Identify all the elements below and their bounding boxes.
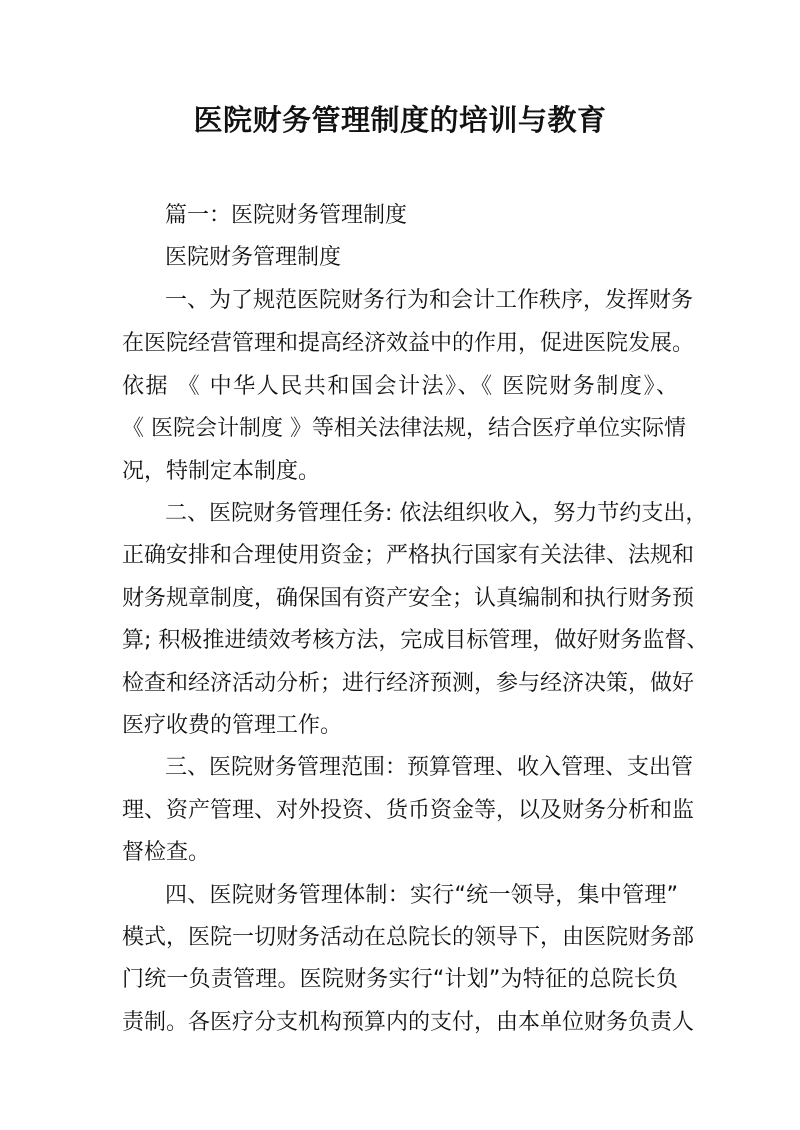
paragraph-line: 门统一负责管理。医院财务实行“计划”为特征的总院长负 xyxy=(122,967,678,992)
paragraph-line: 算; 积极推进绩效考核方法，完成目标管理，做好财务监督、 xyxy=(122,628,709,653)
paragraph-line: 二、医院财务管理任务: 依法组织收入，努力节约支出， xyxy=(165,501,708,526)
paragraph-line: 理、资产管理、对外投资、货币资金等，以及财务分析和监 xyxy=(122,798,695,823)
paragraph-line: 责制。各医疗分支机构预算内的支付，由本单位财务负责人 xyxy=(122,1010,695,1035)
paragraph-line: 依据 《 中华人民共和国会计法》、《 医院财务制度》、 xyxy=(122,374,678,399)
paragraph-line: 财务规章制度，确保国有资产安全；认真编制和执行财务预 xyxy=(122,586,695,611)
paragraph-line: 况，特制定本制度。 xyxy=(122,459,321,484)
paragraph-line: 模式，医院一切财务活动在总院长的领导下，由医院财务部 xyxy=(122,925,695,950)
paragraph-line: 《 医院会计制度 》等相关法律法规，结合医疗单位实际情 xyxy=(122,416,686,441)
paragraph-line: 在医院经营管理和提高经济效益中的作用，促进医院发展。 xyxy=(122,331,695,356)
document-title: 医院财务管理制度的培训与教育 xyxy=(193,103,607,137)
paragraph-line: 检查和经济活动分析；进行经济预测，参与经济决策，做好 xyxy=(122,671,695,696)
paragraph-line: 一、为了规范医院财务行为和会计工作秩序，发挥财务 xyxy=(165,288,694,313)
paragraph-line: 医疗收费的管理工作。 xyxy=(122,713,343,738)
paragraph-line: 督检查。 xyxy=(122,840,211,865)
subheading: 医院财务管理制度 xyxy=(165,245,342,270)
paragraph-line: 正确安排和合理使用资金；严格执行国家有关法律、法规和 xyxy=(122,543,695,568)
section-heading: 篇一：医院财务管理制度 xyxy=(165,203,408,228)
paragraph-line: 三、医院财务管理范围：预算管理、收入管理、支出管 xyxy=(165,755,694,780)
paragraph-line: 四、医院财务管理体制：实行“统一领导，集中管理” xyxy=(165,883,678,908)
